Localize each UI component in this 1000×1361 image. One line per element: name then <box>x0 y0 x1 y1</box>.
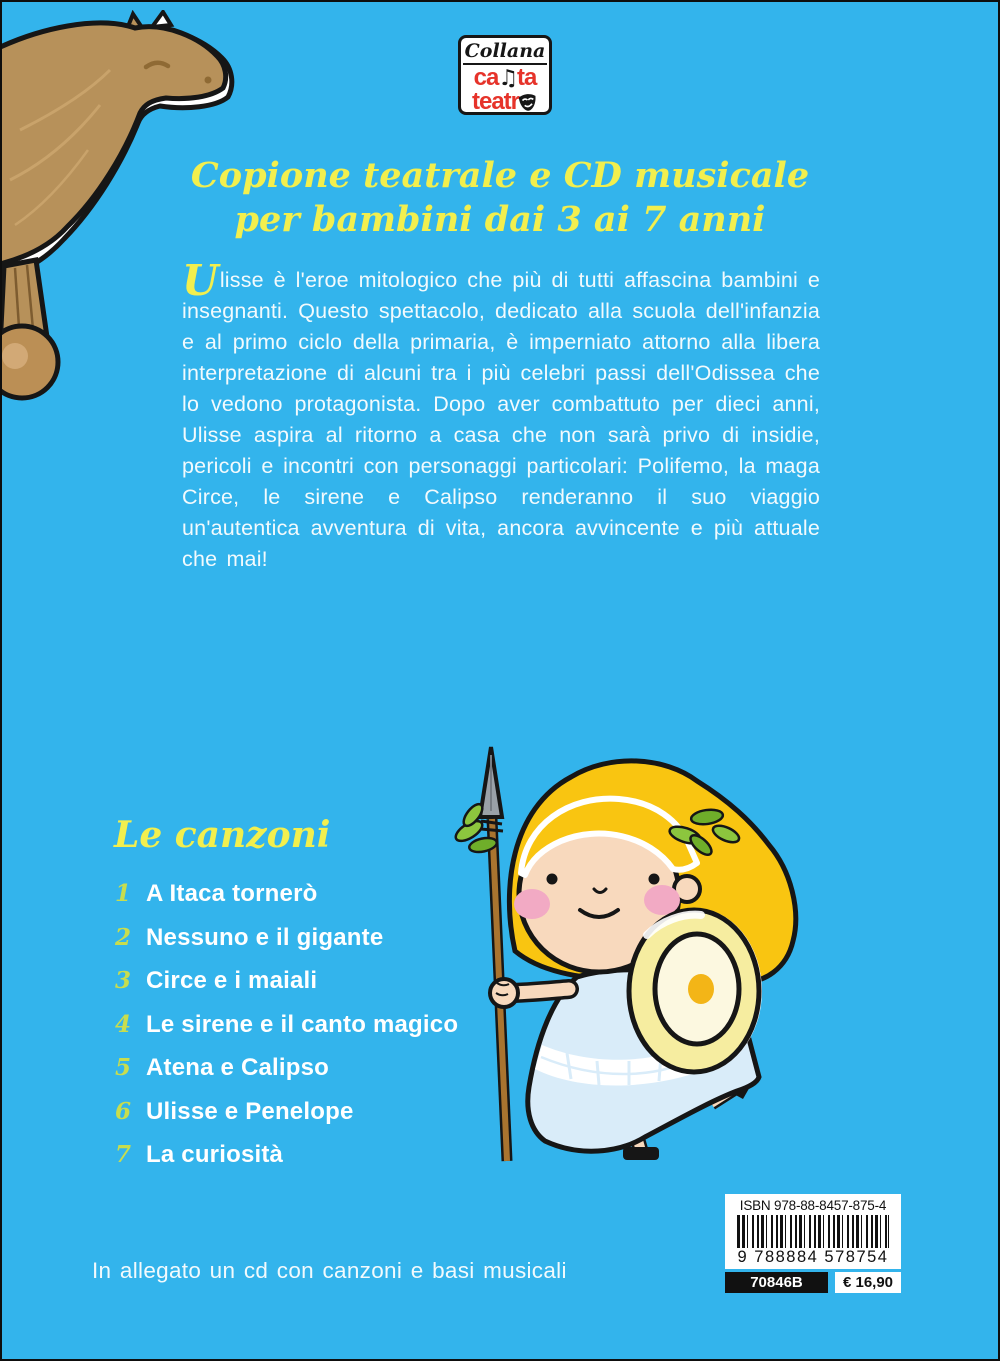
barcode-bottom-row <box>725 1272 901 1293</box>
song-item <box>112 1141 458 1185</box>
song-item <box>112 1011 458 1055</box>
song-title: Le sirene e il canto magico <box>146 1010 459 1038</box>
horse-wheel-hub <box>2 343 28 369</box>
athena-girl-illustration <box>449 739 815 1173</box>
song-item <box>112 1054 458 1098</box>
eye-icon <box>547 874 558 885</box>
song-item <box>112 967 458 1011</box>
isbn-label: ISBN 978-88-8457-875-4 <box>739 1198 887 1213</box>
cheek <box>514 889 550 919</box>
headline-line1: Copione teatrale e CD musicale <box>190 155 810 196</box>
song-item <box>112 880 458 924</box>
eye-icon <box>649 874 660 885</box>
publisher-code-badge: 70846B <box>725 1272 828 1293</box>
logo-series-label: Collana <box>463 42 548 65</box>
sandal-icon <box>623 1147 659 1160</box>
song-item <box>112 924 458 968</box>
hand <box>490 979 518 1007</box>
song-title: Circe e i maiali <box>146 967 318 994</box>
song-list <box>112 880 458 1185</box>
barcode-block <box>725 1194 901 1293</box>
songs-heading: Le canzoni <box>114 814 331 856</box>
song-item <box>112 1098 458 1142</box>
song-number: 7 <box>114 1141 131 1168</box>
song-number: 4 <box>114 1010 131 1038</box>
song-title: Atena e Calipso <box>146 1054 330 1081</box>
price-badge: € 16,90 <box>835 1272 901 1293</box>
music-note-icon: ♫ <box>498 66 518 91</box>
barcode-number: 9 788884 578754 <box>737 1248 889 1266</box>
collana-carta-teatro-logo <box>458 35 552 115</box>
cd-included-note: In allegato un cd con canzoni e basi musicali <box>92 1258 567 1283</box>
song-title: Ulisse e Penelope <box>146 1097 354 1125</box>
logo-brand-line2: teatr <box>461 90 549 117</box>
theater-mask-icon <box>517 92 539 118</box>
song-title: A Itaca tornerò <box>146 880 318 907</box>
song-title: La curiosità <box>146 1141 284 1168</box>
cheek <box>644 885 680 915</box>
song-number: 2 <box>114 923 131 951</box>
song-number: 3 <box>114 967 131 994</box>
subtitle-headline <box>2 154 998 242</box>
song-number: 6 <box>114 1097 131 1125</box>
logo-brand-line1: ca♫ta <box>473 64 537 91</box>
barcode-icon <box>737 1215 889 1248</box>
shield-icon <box>628 908 762 1074</box>
song-title: Nessuno e il gigante <box>146 923 384 951</box>
spear-icon <box>480 747 507 1161</box>
back-cover-blurb <box>182 256 820 575</box>
song-number: 5 <box>114 1054 131 1081</box>
barcode-box <box>725 1194 901 1269</box>
horse-nostril <box>205 77 212 84</box>
headline-line2: per bambini dai 3 ai 7 anni <box>234 199 766 240</box>
drop-cap: U <box>182 256 219 305</box>
blurb-text: lisse è l'eroe mitologico che più di tutti affascina bambini e insegnanti. Questo spettacolo, dedicato alla scuola dell'infanzia e al primo ciclo della primaria, è imperniato attorno alla libera interpretazione di alcuni tra i più celebri passi dell'Odissea che lo vedono protagonista. Dopo aver combattuto per dieci anni, Ulisse aspira al ritorno a casa che non sarà privo di insidie, pericoli e incontri con personaggi particolari: Polifemo, la maga Circe, le sirene e Calipso renderanno il suo viaggio un'autentica avventura di vita, ancora avvincente e più attuale che mai! <box>182 268 820 571</box>
song-number: 1 <box>114 880 131 907</box>
